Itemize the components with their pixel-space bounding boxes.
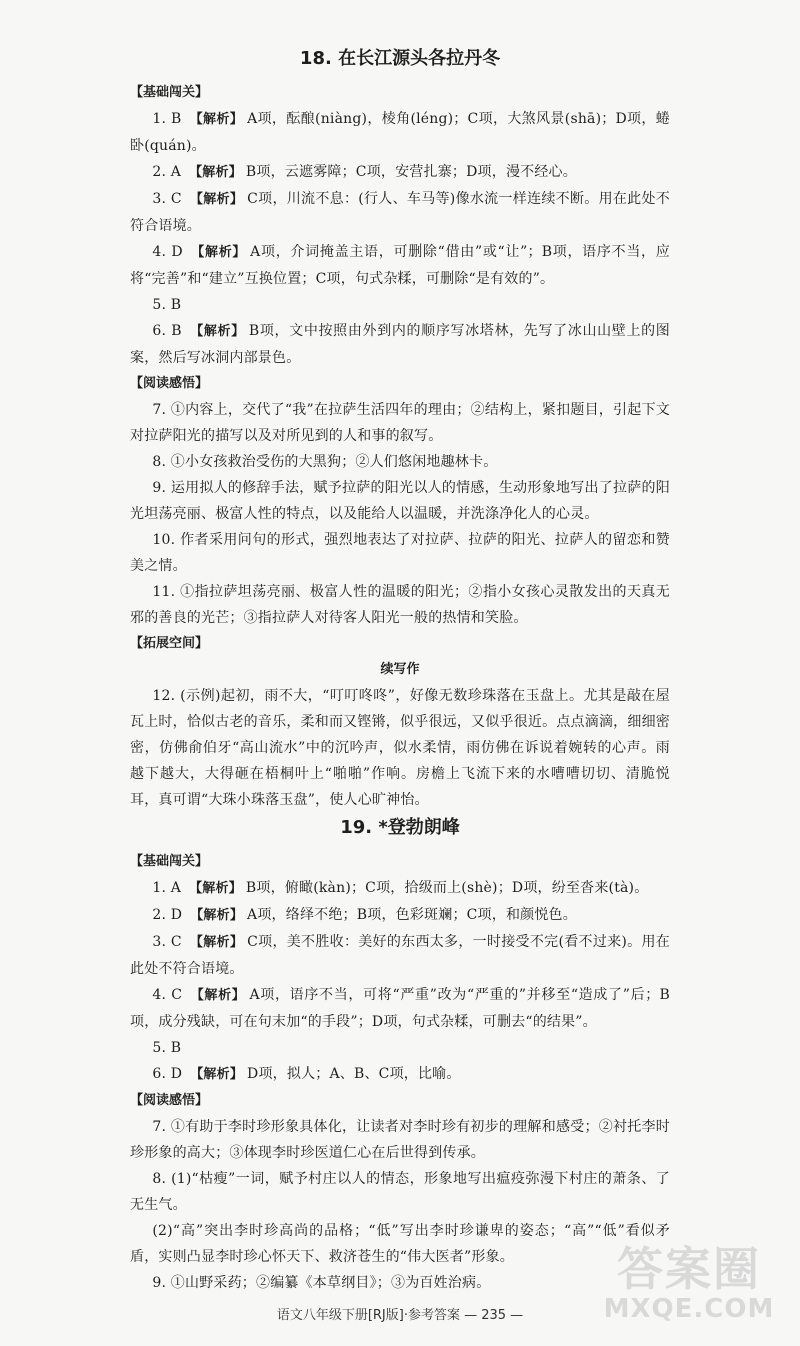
answer-page xyxy=(130,44,670,1296)
analysis-tag: 【解析】 xyxy=(190,245,247,260)
answer-number: 1. B xyxy=(152,111,182,127)
answer-text: A项，语序不当，可将“严重”改为“严重的”并移至“造成了”后；B项，成分残缺，可在句末加“的手段”；D项，句式杂糅，可删去“的结果”。 xyxy=(130,987,670,1030)
answer-number: 6. B xyxy=(152,323,182,339)
answer-item xyxy=(130,929,670,982)
answer-text: A项，酝酿(niàng)，棱角(léng)；C项，大煞风景(shā)；D项，蜷卧(quán)。 xyxy=(130,111,670,154)
section-heading: 【拓展空间】 xyxy=(130,636,209,651)
answer-number: 3. C xyxy=(152,191,182,207)
answer-text: A项，络绎不绝；B项，色彩斑斓；C项，和颜悦色。 xyxy=(247,907,577,923)
answer-number: 1. A xyxy=(152,880,182,896)
answer-item xyxy=(130,902,670,929)
analysis-tag: 【解析】 xyxy=(189,881,242,896)
answer-item xyxy=(130,1061,670,1088)
answer-number: 3. C xyxy=(152,934,182,950)
answer-text: B项，俯瞰(kàn)；C项，拾级而上(shè)；D项，纷至沓来(tà)。 xyxy=(245,880,649,896)
lesson-18-title: 18. 在长江源头各拉丹冬 xyxy=(299,48,501,69)
answer-item: 7. ①内容上，交代了“我”在拉萨生活四年的理由；②结构上，紧扣题目，引起下文对拉萨阳光的描写以及对所见到的人和事的叙写。 xyxy=(130,402,670,444)
answer-item xyxy=(130,159,670,186)
answer-item xyxy=(130,1035,670,1061)
answer-number: 4. D xyxy=(152,244,183,260)
answer-item: 10. 作者采用问句的形式，强烈地表达了对拉萨、拉萨的阳光、拉萨人的留恋和赞美之情。 xyxy=(130,532,670,574)
analysis-tag: 【解析】 xyxy=(190,988,246,1003)
answer-number: 2. A xyxy=(152,164,182,180)
section-heading: 【阅读感悟】 xyxy=(130,1093,209,1108)
answer-item: 9. 运用拟人的修辞手法，赋予拉萨的阳光以人的情感，生动形象地写出了拉萨的阳光坦荡亮丽、极富人性的特点，以及能给人以温暖，并洗涤净化人的心灵。 xyxy=(130,480,670,522)
answer-item xyxy=(130,106,670,159)
analysis-tag: 【解析】 xyxy=(189,192,244,207)
lesson-19-title: 19. *登勃朗峰 xyxy=(340,817,460,838)
section-heading: 【阅读感悟】 xyxy=(130,376,209,391)
answer-item: 12. (示例)起初，雨不大，“叮叮咚咚”，好像无数珍珠落在玉盘上。尤其是敲在屋瓦上时，恰似古老的音乐，柔和而又铿锵，似乎很远，又似乎很近。点点滴滴，细细密密，仿佛俞伯牙“高山流水”中的沉吟声，似水柔情，雨仿佛在诉说着婉转的心声。雨越下越大，大得砸在梧桐叶上“啪啪”作响。房檐上飞流下来的水嘈嘈切切、清脆悦耳，真可谓“大珠小珠落玉盘”，使人心旷神怡。 xyxy=(130,688,670,808)
answer-text: C项，美不胜收：美好的东西太多，一时接受不完(看不过来)。用在此处不符合语境。 xyxy=(130,934,670,977)
answer-item xyxy=(130,318,670,371)
section-heading: 【基础闯关】 xyxy=(130,85,209,100)
answer-item: 8. ①小女孩救治受伤的大黑狗；②人们悠闲地趣林卡。 xyxy=(152,454,498,470)
analysis-tag: 【解析】 xyxy=(189,165,242,180)
section-heading: 【基础闯关】 xyxy=(130,854,209,869)
answer-text: B项，云遮雾障；C项，安营扎寨；D项，漫不经心。 xyxy=(245,164,577,180)
analysis-tag: 【解析】 xyxy=(189,935,244,950)
analysis-tag: 【解析】 xyxy=(189,112,244,127)
subsection-heading: 续写作 xyxy=(380,662,420,677)
answer-text: A项，介词掩盖主语，可删除“借由”或“让”；B项，语序不当，应将“完善”和“建立”互换位置；C项，句式杂糅，可删除“是有效的”。 xyxy=(130,244,670,287)
watermark xyxy=(594,1244,784,1324)
analysis-tag: 【解析】 xyxy=(190,1067,244,1082)
answer-text: B项，文中按照由外到内的顺序写冰塔林，先写了冰山山壁上的图案，然后写冰洞内部景色。 xyxy=(130,323,670,366)
answer-item: 7. ①有助于李时珍形象具体化，让读者对李时珍有初步的理解和感受；②衬托李时珍形象的高大；③体现李时珍医道仁心在后世得到传承。 xyxy=(130,1119,670,1161)
answer-item: 8. (1)“枯瘦”一词，赋予村庄以人的情态，形象地写出瘟疫弥漫下村庄的萧条、了无生气。 xyxy=(130,1171,670,1213)
answer-number: 2. D xyxy=(152,907,183,923)
analysis-tag: 【解析】 xyxy=(190,908,244,923)
answer-item xyxy=(130,982,670,1035)
answer-text: D项，拟人；A、B、C项，比喻。 xyxy=(247,1066,461,1082)
page-footer: 语文八年级下册[RJ版]·参考答案 — 235 — xyxy=(276,1308,524,1323)
answer-item: (2)“高”突出李时珍高尚的品格；“低”写出李时珍谦卑的姿态；“高”“低”看似矛盾，实则凸显李时珍心怀天下、救济苍生的“伟大医者”形象。 xyxy=(130,1223,670,1265)
answer-item xyxy=(130,875,670,902)
answer-number: 6. D xyxy=(152,1066,183,1082)
answer-item: 11. ①指拉萨坦荡亮丽、极富人性的温暖的阳光；②指小女孩心灵散发出的天真无邪的善良的光芒；③指拉萨人对待客人阳光一般的热情和笑脸。 xyxy=(130,584,670,626)
answer-number: 5. B xyxy=(152,1040,182,1056)
watermark-logo: 答案圈 xyxy=(617,1242,761,1296)
watermark-url: MXQE.COM xyxy=(603,1294,775,1324)
analysis-tag: 【解析】 xyxy=(189,324,245,339)
answer-item xyxy=(130,186,670,239)
answer-text: C项，川流不息：(行人、车马等)像水流一样连续不断。用在此处不符合语境。 xyxy=(130,191,670,234)
answer-number: 4. C xyxy=(152,987,183,1003)
answer-item: 9. ①山野采药；②编纂《本草纲目》；③为百姓治病。 xyxy=(152,1275,491,1291)
answer-item xyxy=(130,239,670,292)
answer-number: 5. B xyxy=(152,297,182,313)
answer-item xyxy=(130,292,670,318)
